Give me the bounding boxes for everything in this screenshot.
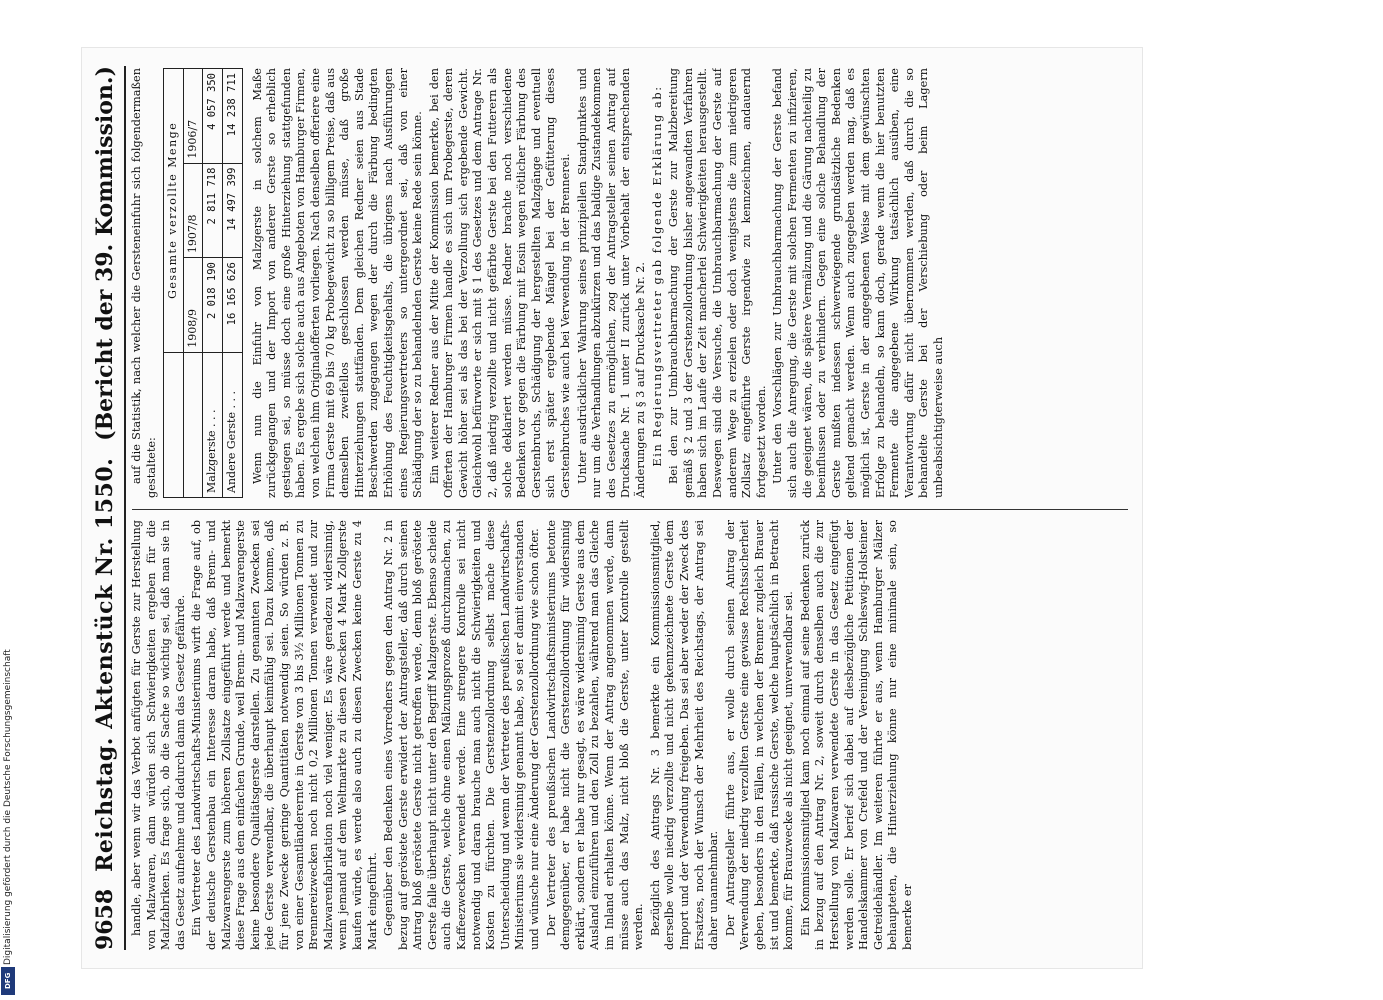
table-cell: 14 497 399 — [222, 163, 242, 258]
paragraph: Gegenüber den Bedenken eines Vorredners gegen den Antrag Nr. 2 in bezug auf geröstete Gerste erwidert der Antragsteller, daß durch seinen Antrag bloß geröstete Gerste nicht getroffen werde, denn bloß geröstete Gerste falle überhaupt nicht unter den Begriff Malzgerste. Ebenso scheide auch die Gerste, welche ohne einen Mälzungsprozeß durchzumachen, zu Kaffeezwecken verwendet werde. Eine strengere Kontrolle sei nicht notwendig und daran brauche man auch nicht die Schwierigkeiten und Kosten zu fürchten. Die Gerstenzollordnung selbst mache diese Unterscheidung und wenn der Vertreter des preußischen Landwirtschafts-Ministeriums sie widersinnig genannt habe, so sei er damit einverstanden und wünsche nur eine Änderung der Gerstenzollordnung wie schon öfter. — [382, 520, 542, 950]
page-title: Reichstag. Aktenstück Nr. 1550. — [92, 457, 118, 872]
rotated-page-content — [82, 48, 1142, 968]
paragraph: Unter ausdrücklicher Wahrung seines prinzipiellen Standpunktes und nur um die Verhandlungen abzukürzen und das baldige Zustandekommen des Gesetzes zu ermöglichen, zog der Antragsteller seinen Antrag auf Drucksache Nr. 1 unter II zurück unter Vorbehalt der entsprechenden Änderungen zu § 3 auf Drucksache Nr. 2. — [575, 68, 647, 498]
table-cell: 2 811 718 — [203, 163, 223, 258]
row-label: Andere Gerste . . . — [222, 352, 242, 497]
table-cell: 14 238 711 — [222, 69, 242, 164]
import-statistics-table — [163, 68, 242, 498]
intro-paragraph: auf die Statistik, nach welcher die Gersteneinfuhr sich folgendermaßen gestaltete: — [130, 68, 158, 498]
section-title: (Bericht der 39. Kommission.) — [92, 66, 118, 441]
column-divider — [132, 509, 1128, 510]
paragraph: Bezüglich des Antrags Nr. 3 bemerkte ein Kommissionsmitglied, derselbe wolle niedrig verzollte und nicht gekennzeichnete Gerste dem Import und der Verwendung freigeben. Das sei aber weder der Zweck des Ersatzes, noch der Wunsch der Mehrheit des Reichstags, der Antrag sei daher unannehmbar. — [648, 520, 721, 950]
funding-notice-strip — [0, 0, 16, 1000]
left-column — [130, 520, 1132, 950]
right-column — [130, 68, 1132, 498]
column-header: 1906/7 — [183, 69, 203, 164]
table-header-row — [183, 69, 203, 498]
paragraph: Unter den Vorschlägen zur Umbrauchbarmachung der Gerste befand sich auch die Anregung, die Gerste mit solchen Fermenten zu infizieren, die geeignet wären, die spätere Vermälzung und die Gärung nachteilig zu beeinflussen oder zu verhindern. Gegen eine solche Behandlung der Gerste mußten indessen schwerwiegende grundsätzliche Bedenken geltend gemacht werden. Wenn auch zugegeben werden mag, daß es möglich ist, Gerste in der angegebenen Weise mit dem gewünschten Erfolge zu behandeln, so kann doch, gerade wenn die hier benutzten Fermente die angegebene Wirkung tatsächlich ausüben, eine Verantwortung dafür nicht übernommen werden, daß durch die so behandelte Gerste bei der Verschiebung oder beim Lagern unbeabsichtigterweise auch — [771, 68, 945, 498]
column-header: 1907/8 — [183, 163, 203, 258]
table-header-group-row — [164, 69, 184, 498]
paragraph: Ein Kommissionsmitglied kam noch einmal auf seine Bedenken zurück in bezug auf den Antrag Nr. 2, soweit durch denselben auch die zur Herstellung von Malzwaren verwendete Gerste in das Gesetz eingefügt werden solle. Er berief sich dabei auf diesbezügliche Petitionen der Handelskammer von Crefeld und der Vereinigung Schleswig-Holsteiner Getreidehändler. Im weiteren führte er aus, wenn Hamburger Mälzer behaupteten, die Hinterziehung könne nur eine minimale sein, so bemerke er — [798, 520, 914, 950]
table-corner-cell — [164, 352, 184, 497]
paragraph: Der Vertreter des preußischen Landwirtschaftsministeriums betonte demgegenüber, er habe nicht die Gerstenzollordnung für widersinnig erklärt, sondern er habe nur gesagt, es wäre widersinnig Gerste aus dem Ausland einzuführen und den Zoll zu bezahlen, während man das Gleiche im Inland erhalten könne. Wenn der Antrag angenommen werde, dann müsse auch das Malz, nicht bloß die Gerste, unter Kontrolle gestellt werden. — [544, 520, 646, 950]
table-row — [203, 69, 223, 498]
paragraph: Wenn nun die Einfuhr von Malzgerste in solchem Maße zurückgegangen und der Import von anderer Gerste so erheblich gestiegen sei, so müsse doch eine große Hinterziehung stattgefunden haben. Es ergebe sich solche auch aus Angeboten von Hamburger Firmen, von welchen ihm Originalofferten vorliegen. Nach denselben offeriere eine Firma Gerste mit 69 bis 70 kg Probegewicht zu so billigem Preise, daß aus demselben zweifellos geschlossen werden müsse, daß große Hinterziehungen stattfänden. Dem gleichen Redner seien aus Stade Beschwerden zugegangen wegen der durch die Färbung bedingten Erhöhung des Feuchtigkeitsgehalts, die übrigens nach Ausführungen eines Regierungsvertreters so untergeordnet sei, daß von einer Schädigung der so zu behandelnden Gerste keine Rede sein könne. — [250, 68, 425, 498]
paragraph: Ein weiterer Redner aus der Mitte der Kommission bemerkte, bei den Offerten der Hamburger Firmen handle es sich um Probegerste, deren Gewicht höher sei als das bei der Verzollung sich ergebende Gewicht. Gleichwohl befürworte er sich mit § 1 des Gesetzes und dem Antrage Nr. 2, daß niedrig verzollte und nicht gefärbte Gerste bei den Futterern als solche deklariert werden müsse. Redner brachte noch verschiedene Bedenken vor gegen die Färbung mit Eosin wegen rötlicher Färbung des Gerstenbruchs, Schädigung der hergestellten Malzgänge und eventuell sich erst später ergebende Mängel bei der Gefütterung dieses Gerstenbruches wie auch bei Verwendung in der Brennerei. — [427, 68, 573, 498]
table-group-header: Gesamte verzollte Menge — [164, 69, 184, 353]
dfg-logo: DFG — [1, 967, 15, 995]
column-header: 1908/9 — [183, 258, 203, 353]
table-corner-cell — [183, 352, 203, 497]
table-cell: 4 057 350 — [203, 69, 223, 164]
funding-notice: Digitalisierung gefördert durch die Deutsche Forschungsgemeinschaft — [3, 649, 13, 965]
paragraph: Der Antragsteller führte aus, er wolle durch seinen Antrag der Verwendung der niedrig verzollten Gerste eine gewisse Rechtssicherheit geben, besonders in den Fällen, in welchen der Brenner zugleich Brauer ist und bemerkte, daß russische Gerste, welche hauptsächlich in Betracht komme, für Brauzwecke als nicht geeignet, unverwendbar sei. — [723, 520, 796, 950]
paragraph: Bei den zur Umbrauchbarmachung der Gerste zur Malzbereitung gemäß § 2 und 3 der Gerstenzollordnung bisher angewandten Verfahren haben sich im Laufe der Zeit mancherlei Schwierigkeiten herausgestellt. Deswegen sind die Versuche, die Umbrauchbarmachung der Gerste auf anderem Wege zu erzielen oder doch wenigstens die zum niedrigeren Zollsatz eingeführte Gerste irgendwie zu kennzeichnen, andauernd fortgesetzt worden. — [667, 68, 768, 498]
page-header — [86, 66, 126, 950]
table-cell: 16 165 626 — [222, 258, 242, 353]
paragraph: Ein Vertreter des Landwirtschafts-Ministeriums wirft die Frage auf, ob der deutsche Gerstenbau ein Interesse daran habe, daß Brenn- und Malzwarengerste zum höheren Zollsatze eingeführt werde und bemerkt diese Frage aus dem einfachen Grunde, weil Brenn- und Malzwarengerste keine besondere Qualitätsgerste darstellen. Zu genannten Zwecken sei jede Gerste verwendbar, die überhaupt keimfähig sei. Dazu komme, daß für jene Zwecke geringe Quantitäten notwendig seien. So würden z. B. von einer Gesamtländerernte in Gerste von 3 bis 3½ Millionen Tonnen zu Brennereizwecken noch nicht 0,2 Millionen Tonnen verwendet und zur Malzwarenfabrikation noch viel weniger. Es wäre geradezu widersinnig, wenn jemand auf dem Weltmarkte zu diesen Zwecken 4 Mark Zollgerste kaufen würde, es werde also auch zu diesen Zwecken keine Gerste zu 4 Mark eingeführt. — [190, 520, 379, 950]
paragraph: handle, aber wenn wir das Verbot anfügten für Gerste zur Herstellung von Malzwaren, dann würden sich Schwierigkeiten ergeben für die Malzfabriken. Es frage sich, ob die Sache so wichtig sei, daß man sie in das Gesetz aufnehme und dadurch dann das Gesetz gefährde. — [130, 520, 187, 950]
paragraph: Ein Regierungsvertreter gab folgende Erklärung ab: — [650, 85, 664, 467]
scanned-page — [82, 48, 1142, 968]
table-row — [222, 69, 242, 498]
page-number: 9658 — [92, 888, 118, 950]
table-cell: 2 018 190 — [203, 258, 223, 353]
row-label: Malzgerste . . . — [203, 352, 223, 497]
